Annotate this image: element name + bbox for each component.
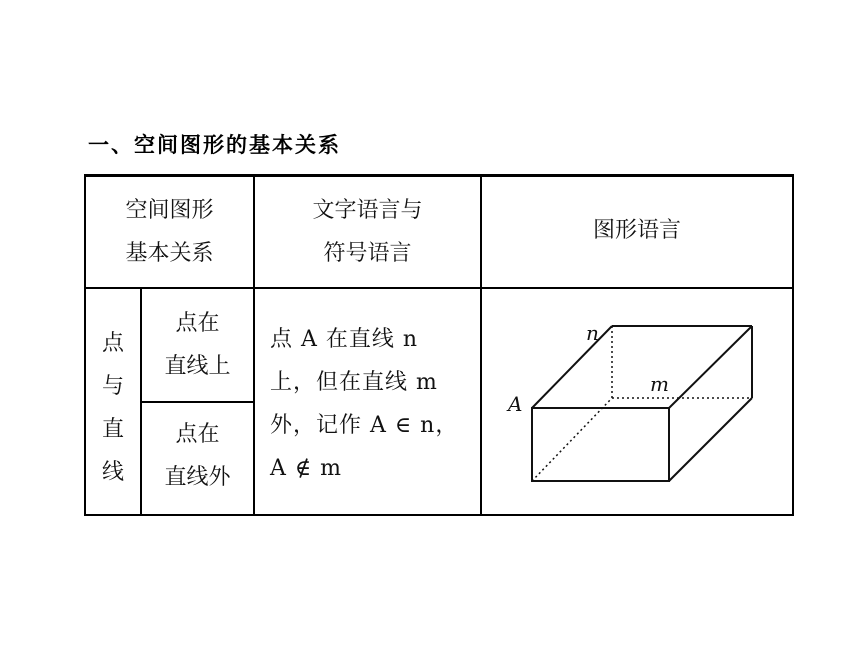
point-off-line-line2: 直线外 xyxy=(164,465,231,490)
row-group-char: 直 xyxy=(101,417,124,442)
line-n xyxy=(532,326,612,408)
row-group-char: 线 xyxy=(101,460,124,485)
row-group-char: 与 xyxy=(101,374,124,399)
row-group-label xyxy=(86,322,140,494)
table-right-border xyxy=(792,175,794,516)
table-header-rule xyxy=(84,287,794,289)
label-m: m xyxy=(650,372,669,396)
header-verbal-line1: 文字语言与 xyxy=(312,198,423,223)
point-on-line-line2: 直线上 xyxy=(164,354,231,379)
label-n: n xyxy=(586,321,599,345)
symbolic-line1: 点 A 在直线 n xyxy=(270,327,419,352)
box-edge xyxy=(669,398,752,481)
box-front-face xyxy=(532,408,669,481)
point-on-line-cell xyxy=(142,302,253,388)
symbolic-description xyxy=(270,318,470,490)
section-heading: 一、空间图形的基本关系 xyxy=(88,133,341,157)
row-group-char: 点 xyxy=(101,331,124,356)
symbolic-line3: 外，记作 A ∈ n， xyxy=(270,413,459,438)
box-edge xyxy=(669,326,752,408)
header-verbal-symbolic xyxy=(255,189,480,275)
table-top-rule xyxy=(84,174,794,177)
table-subrow-divider xyxy=(141,401,254,403)
table-bottom-rule xyxy=(84,514,794,516)
point-on-line-line1: 点在 xyxy=(175,311,220,336)
point-off-line-cell xyxy=(142,413,253,499)
header-graphic: 图形语言 xyxy=(592,218,681,243)
header-relation xyxy=(86,189,253,275)
point-off-line-line1: 点在 xyxy=(175,422,220,447)
hidden-edge xyxy=(532,398,612,481)
symbolic-line2: 上，但在直线 m xyxy=(270,370,438,395)
header-relation-line2: 基本关系 xyxy=(125,241,214,266)
symbolic-line4: A ∉ m xyxy=(270,456,343,481)
label-a: A xyxy=(508,392,523,416)
header-relation-line1: 空间图形 xyxy=(125,198,214,223)
box-diagram xyxy=(500,318,770,493)
header-verbal-line2: 符号语言 xyxy=(323,241,412,266)
